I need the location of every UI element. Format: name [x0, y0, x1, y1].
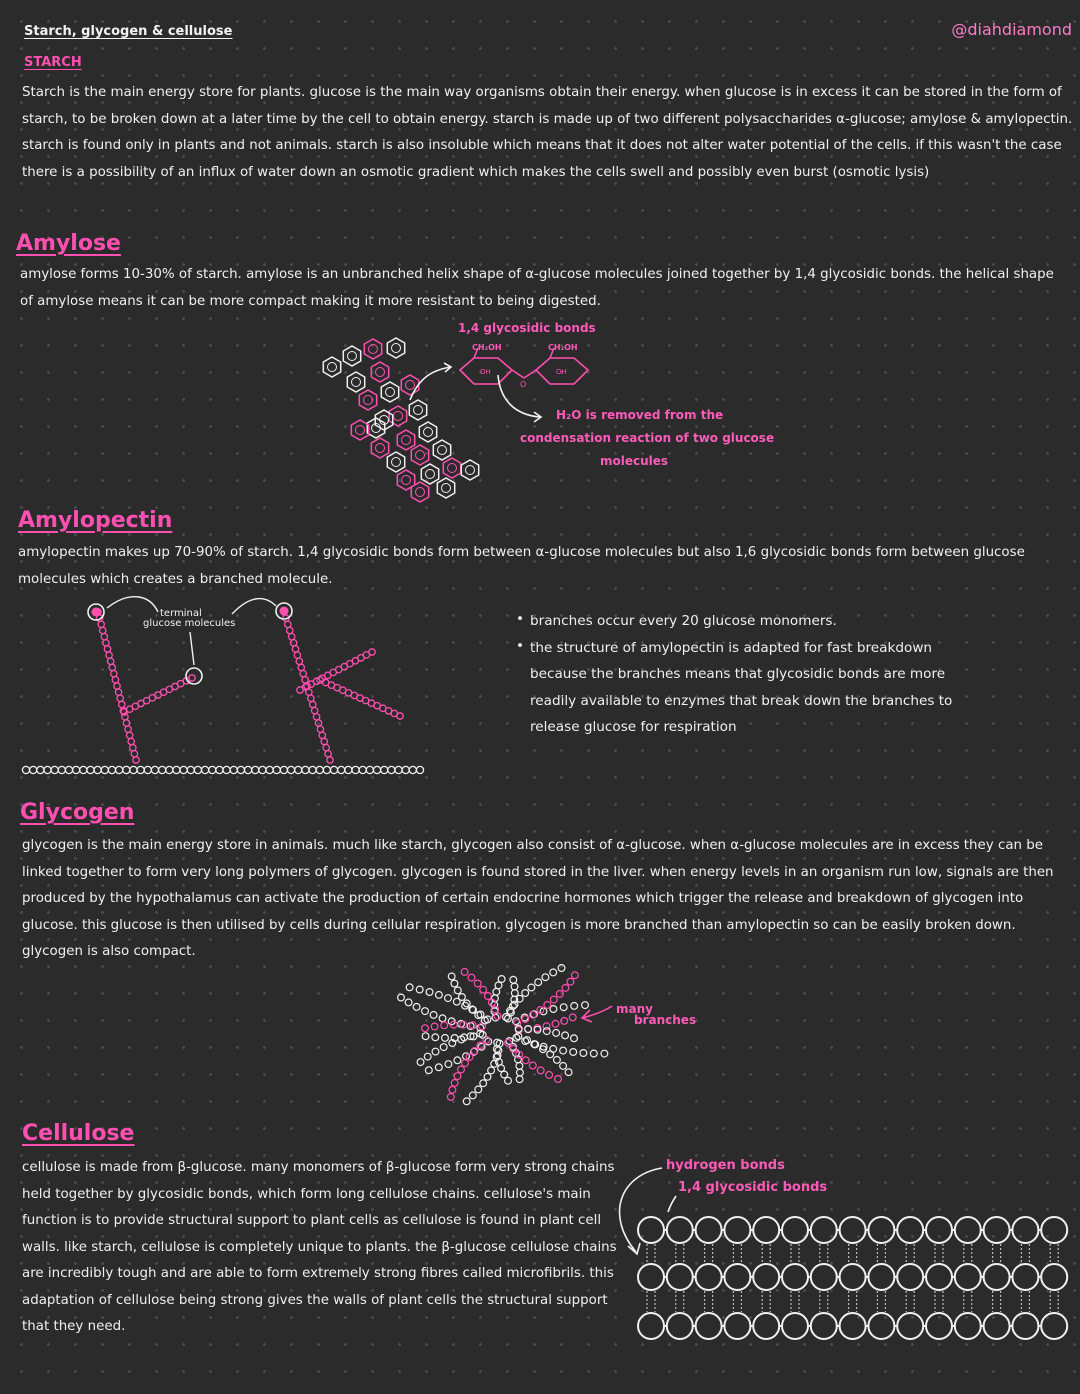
beta-glucose-monomer	[696, 1264, 722, 1290]
cellulose-heading: Cellulose	[22, 1121, 135, 1146]
starch-paragraph: Starch is the main energy store for plants. glucose is the main way organisms obtain their energy. when glucose is in excess it can be stored in the form of starch, to be broken down at a later time by the cell to obtain energy. starch is made up of two different polysaccharides α-glucose; amylose & amylopectin. starch is found only in plants and not animals. starch is also insoluble which means that it does not alter water potential of the cells. if this wasn't the case there is a possibility of an influx of water down an osmotic gradient which makes the cells swell and possibly even burst (osmotic lysis)	[22, 85, 1073, 180]
amylose-heading: Amylose	[16, 231, 121, 256]
page-title: Starch, glycogen & cellulose	[24, 24, 233, 39]
beta-glucose-monomer	[840, 1313, 866, 1339]
molecules-label: molecules	[600, 454, 669, 468]
beta-glucose-monomer	[984, 1313, 1010, 1339]
beta-glucose-monomer	[696, 1217, 722, 1243]
beta-glucose-monomer	[782, 1217, 808, 1243]
beta-glucose-monomer	[1041, 1313, 1067, 1339]
svg-text:OH: OH	[556, 368, 567, 376]
beta-glucose-monomer	[926, 1264, 952, 1290]
beta-glucose-monomer	[753, 1217, 779, 1243]
beta-glucose-monomer	[638, 1264, 664, 1290]
amylose-paragraph: amylose forms 10-30% of starch. amylose is an unbranched helix shape of α-glucose molecules joined together by 1,4 glycosidic bonds. the helical shape of amylose means it can be more compact making it more resistant to being digested.	[20, 267, 1054, 309]
glucose-molecules-label: glucose molecules	[143, 618, 236, 629]
beta-glucose-monomer	[667, 1217, 693, 1243]
beta-glucose-monomer	[782, 1264, 808, 1290]
terminal-label: terminal	[160, 608, 202, 619]
beta-glucose-monomer	[868, 1217, 894, 1243]
beta-glucose-monomer	[1012, 1264, 1038, 1290]
hydrogen-bonds-label: hydrogen bonds	[666, 1158, 785, 1173]
glycosidic-bonds-label: 1,4 glycosidic bonds	[458, 321, 596, 335]
beta-glucose-monomer	[897, 1217, 923, 1243]
beta-glucose-monomer	[868, 1313, 894, 1339]
beta-glucose-monomer	[984, 1217, 1010, 1243]
condensation-label: condensation reaction of two glucose	[520, 431, 775, 445]
beta-glucose-monomer	[926, 1313, 952, 1339]
beta-glucose-monomer	[667, 1313, 693, 1339]
starch-heading: STARCH	[24, 55, 82, 70]
beta-glucose-monomer	[955, 1264, 981, 1290]
ch2oh-label-2: CH₂OH	[548, 343, 578, 352]
ch2oh-label-1: CH₂OH	[472, 343, 502, 352]
beta-glucose-monomer	[926, 1217, 952, 1243]
cellulose-paragraph: cellulose is made from β-glucose. many monomers of β-glucose form very strong chains held together by glycosidic bonds, which form long cellulose chains. cellulose's main function is to provide structural support to plant cells as cellulose is found in plant cell walls. like starch, cellulose is completely unique to plants. the β-glucose cellulose chains are incredibly tough and are able to form extremely strong fibres called microfibrils. this adaptation of cellulose being strong gives the walls of plant cells the structural support that they need.	[22, 1160, 617, 1334]
beta-glucose-monomer	[811, 1217, 837, 1243]
beta-glucose-monomer	[1012, 1217, 1038, 1243]
beta-glucose-monomer	[1041, 1217, 1067, 1243]
beta-glucose-monomer	[868, 1264, 894, 1290]
beta-glucose-monomer	[638, 1313, 664, 1339]
beta-glucose-monomer	[955, 1217, 981, 1243]
branches-label: branches	[634, 1013, 697, 1027]
many-label: many	[616, 1002, 653, 1016]
beta-glucose-monomer	[811, 1313, 837, 1339]
beta-glucose-monomer	[897, 1264, 923, 1290]
beta-glucose-monomer	[782, 1313, 808, 1339]
beta-glucose-monomer	[984, 1264, 1010, 1290]
water-removed-label: H₂O is removed from the	[556, 408, 724, 422]
beta-glucose-monomer	[753, 1264, 779, 1290]
beta-glucose-monomer	[724, 1217, 750, 1243]
author-handle: @diahdiamond	[951, 20, 1072, 39]
beta-glucose-monomer	[955, 1313, 981, 1339]
glycogen-paragraph: glycogen is the main energy store in animals. much like starch, glycogen also consist of α-glucose. when α-glucose molecules are in excess they can be linked together to form very long polymers of glycogen. glycogen is found stored in the liver. when energy levels in an organism run low, signals are then produced by the hypothalamus can activate the production of certain endocrine hormones which trigger the release and breakdown of glycogen into glucose. this glucose is then utilised by cells during cellular respiration. glycogen is more branched than amylopectin so can be easily broken down. glycogen is also compact.	[22, 838, 1054, 959]
beta-glucose-monomer	[840, 1217, 866, 1243]
bullet-item: • branches occur every 20 glucose monomers.	[516, 608, 976, 635]
amylopectin-paragraph: amylopectin makes up 70-90% of starch. 1,4 glycosidic bonds form between α-glucose molecules but also 1,6 glycosidic bonds form between glucose molecules which creates a branched molecule.	[18, 545, 1025, 587]
beta-glucose-monomer	[724, 1264, 750, 1290]
beta-glucose-monomer	[667, 1264, 693, 1290]
glycosidic-bonds-cellulose-label: 1,4 glycosidic bonds	[678, 1180, 828, 1195]
svg-text:OH: OH	[480, 368, 491, 376]
beta-glucose-monomer	[638, 1217, 664, 1243]
beta-glucose-monomer	[753, 1313, 779, 1339]
amylopectin-heading: Amylopectin	[18, 508, 173, 533]
beta-glucose-monomer	[811, 1264, 837, 1290]
svg-text:O: O	[520, 380, 527, 389]
beta-glucose-monomer	[840, 1264, 866, 1290]
glycosidic-arrow	[668, 1196, 676, 1212]
beta-glucose-monomer	[1041, 1264, 1067, 1290]
bullet-item: • the structure of amylopectin is adapted for fast breakdown because the branches means that glycosidic bonds are more readily available to enzymes that break down the branches to release glucose for respiration	[516, 635, 976, 741]
beta-glucose-monomer	[897, 1313, 923, 1339]
glycogen-heading: Glycogen	[20, 800, 135, 825]
beta-glucose-monomer	[724, 1313, 750, 1339]
beta-glucose-monomer	[696, 1313, 722, 1339]
beta-glucose-monomer	[1012, 1313, 1038, 1339]
